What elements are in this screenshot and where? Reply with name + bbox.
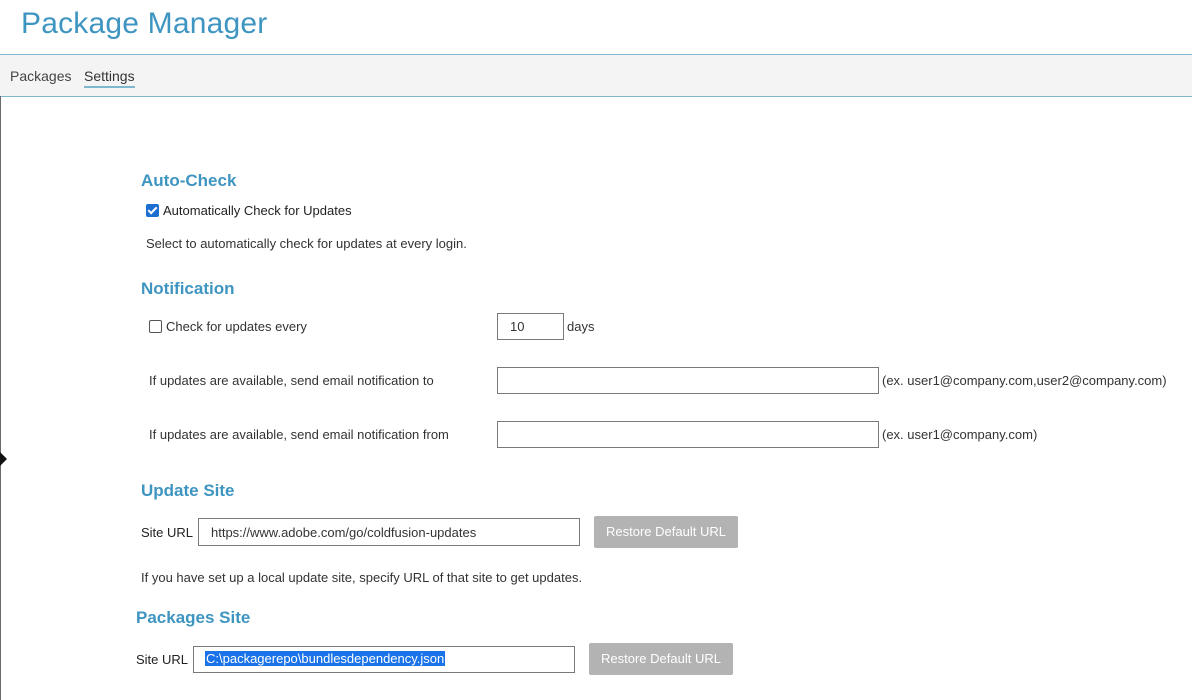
auto-check-checkbox-label[interactable]: Automatically Check for Updates xyxy=(163,203,352,218)
tab-settings[interactable]: Settings xyxy=(84,68,135,88)
check-every-label[interactable]: Check for updates every xyxy=(166,319,307,334)
auto-check-section-title: Auto-Check xyxy=(141,171,237,190)
packages-site-section-title: Packages Site xyxy=(136,608,251,627)
update-site-description: If you have set up a local update site, specify URL of that site to get updates. xyxy=(141,570,583,585)
update-site-url-input[interactable] xyxy=(198,518,580,546)
update-site-section-title: Update Site xyxy=(141,481,235,500)
left-edge-divider xyxy=(0,96,1,700)
title-bar xyxy=(0,0,1192,55)
collapse-arrow-icon[interactable] xyxy=(0,452,7,466)
email-to-label: If updates are available, send email notification to xyxy=(149,373,434,388)
app-title: Package Manager xyxy=(21,7,268,40)
notification-section-title: Notification xyxy=(141,279,235,298)
email-to-hint: (ex. user1@company.com,user2@company.com) xyxy=(882,373,1167,388)
email-from-hint: (ex. user1@company.com) xyxy=(882,427,1038,442)
check-every-checkbox[interactable] xyxy=(149,320,162,333)
packages-site-url-label: Site URL xyxy=(136,652,189,667)
days-input[interactable] xyxy=(497,313,564,340)
days-unit-label: days xyxy=(567,319,595,334)
packages-site-url-selected-text: C:\packagerepo\bundlesdependency.json xyxy=(206,651,445,666)
tab-bar xyxy=(0,55,1192,97)
email-from-input[interactable] xyxy=(497,421,879,448)
email-to-input[interactable] xyxy=(497,367,879,394)
auto-check-description: Select to automatically check for updates at every login. xyxy=(146,236,467,251)
update-site-restore-button[interactable]: Restore Default URL xyxy=(594,516,738,548)
packages-site-url-input[interactable] xyxy=(193,646,575,673)
email-from-label: If updates are available, send email notification from xyxy=(149,427,449,442)
tab-packages[interactable]: Packages xyxy=(10,68,72,84)
auto-check-checkbox[interactable] xyxy=(146,204,159,217)
update-site-url-label: Site URL xyxy=(141,525,194,540)
packages-site-restore-button[interactable]: Restore Default URL xyxy=(589,643,733,675)
